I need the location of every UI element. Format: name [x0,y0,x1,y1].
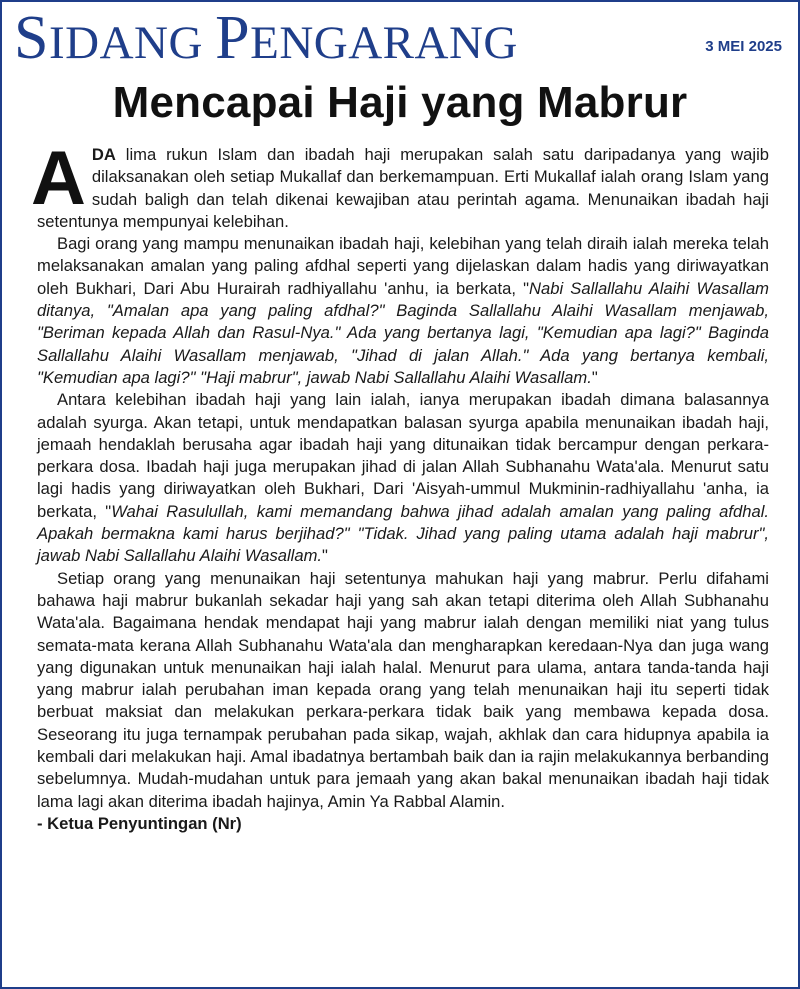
lead-word: DA [91,145,116,164]
paragraph-2 [37,233,769,389]
paragraph-2-close: " [591,367,598,387]
brand-initial-s: S [14,4,49,72]
column-brand-title [14,5,518,76]
paragraph-3-close: " [322,546,328,566]
article-headline: Mencapai Haji yang Mabrur [112,78,688,127]
article-body [31,136,769,835]
paragraph-3 [37,389,769,567]
paragraph-1-text: lima rukun Islam dan ibadah haji merupakan salah satu daripadanya yang wajib dilaksanakan oleh setiap Mukallaf dan berkemampuan. Erti Mukallaf ialah orang Islam yang sudah baligh dan telah dikenai kewajiban atau perintah agama. Menunaikan ibadah haji setentunya mempunyai kelebihan. [37,145,769,231]
paragraph-3-intro: Antara kelebihan ibadah haji yang lain ialah, ianya merupakan ibadah dimana balasannya adalah syurga. Akan tetapi, untuk mendapatkan balasan syurga apabila menunaikan ibadah haji, jemaah hendaklah berusaha agar ibadah haji yang ditunaikan tidak bercampur dengan perkara-perkara dosa. Ibadah haji juga merupakan jihad di jalan Allah Subhanahu Wata'ala. Menurut satu lagi hadis yang diriwayatkan oleh Bukhari, Dari 'Aisyah-ummul Mukminin-radhiyallahu 'anha, ia berkata, " [37,390,769,521]
paragraph-4: Setiap orang yang menunaikan haji setentunya mahukan haji yang mabrur. Perlu difahami bahawa haji mabrur bukanlah sekadar haji yang sah akan tetapi diterima oleh Allah Subhanahu Wata'ala. Bagaimana hendak mendapat haji yang mabrur ialah dengan memiliki niat yang tulus semata-mata kerana Allah Subhanahu Wata'ala dan mengharapkan keredaan-Nya dan juga wang yang digunakan untuk menunaikan haji ialah halal. Menurut para ulama, antara tanda-tanda haji yang mabrur ialah perubahan iman kepada orang yang telah menunaikan haji itu seperti tidak berbuat maksiat dan melakukan perkara-perkara tidak baik yang membawa kepada dosa. Seseorang itu juga ternampak perubahan pada sikap, wajah, akhlak dan cara hidupnya apabila ia kembali dari melakukan haji. Amal ibadatnya bertambah baik dan ia rajin melakukannya berbanding sebelumnya. Mudah-mudahan untuk para jemaah yang akan bakal menunaikan ibadah haji tidak lama lagi akan diterima ibadah hajinya, Amin Ya Rabbal Alamin. [37,568,769,811]
drop-cap: A [31,136,86,221]
brand-initial-p: P [215,4,251,72]
paragraph-1 [31,136,769,233]
issue-date: 3 MEI 2025 [705,38,782,55]
editor-signature: - Ketua Penyuntingan (Nr) [37,813,242,833]
hadith-quote-1: Nabi Sallallahu Alaihi Wasallam ditanya, "Amalan apa yang paling afdhal?" Baginda Sallallahu Alaihi Wasallam menjawab, "Beriman kepada Allah dan Rasul-Nya." Ada yang bertanya lagi, "Kemudian apa lagi?" Baginda Sallallahu Alaihi Wasallam menjawab, "Jihad di jalan Allah." Ada yang bertanya kembali, "Kemudian apa lagi?" "Haji mabrur", jawab Nabi Sallallahu Alaihi Wasallam. [37,278,769,387]
brand-rest-sidang: IDANG [48,17,216,69]
paragraph-2-intro: Bagi orang yang mampu menunaikan ibadah haji, kelebihan yang telah diraih ialah mereka telah melaksanakan amalan yang paling afdhal seperti yang dijelaskan dalam hadis yang diriwayatkan oleh Bukhari, Dari Abu Hurairah radhiyallahu 'anhu, ia berkata, " [37,234,769,298]
masthead [2,2,798,72]
hadith-quote-2: Wahai Rasulullah, kami memandang bahwa jihad adalah amalan yang paling afdhal. Apakah bermakna kami harus berjihad?" "Tidak. Jihad yang paling utama adalah haji mabrur", jawab Nabi Sallallahu Alaihi Wasallam. [37,501,769,566]
brand-rest-pengarang: ENGARANG [250,17,518,69]
